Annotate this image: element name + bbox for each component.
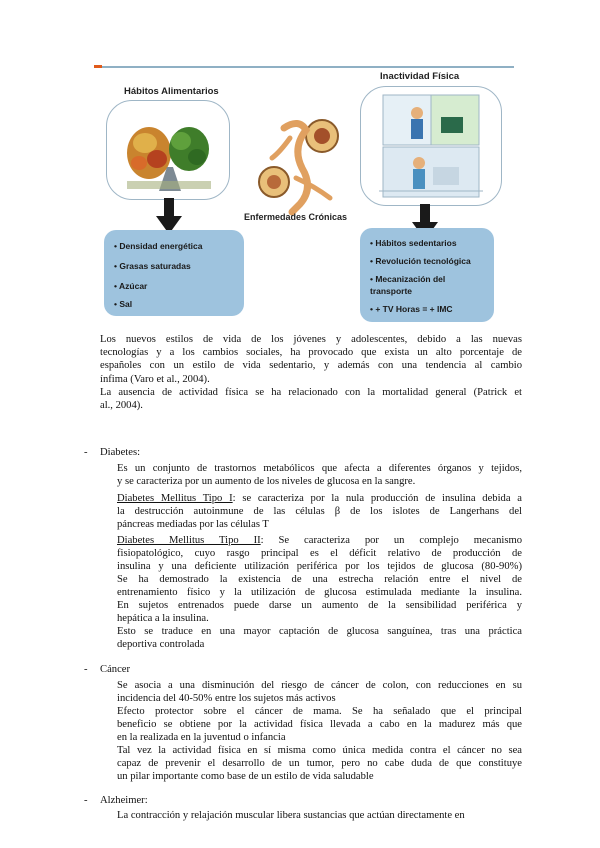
bullet-dash: -: [84, 795, 88, 806]
text-line: Se ha demostrado la existencia de una estrecha relación entre el nivel de: [117, 574, 522, 585]
chronic-disease-figure: [244, 108, 354, 218]
text-line: [117, 492, 522, 505]
text-line: la destrucción autoinmune de las células β de los islotes de Langerhans del: [117, 506, 522, 517]
diabetes-tipo2: [117, 534, 522, 651]
food-factor-item: • Azúcar: [114, 281, 148, 291]
text-line: entrenamiento físico y la utilización de glucosa estimulada mediante la insulina.: [117, 587, 522, 598]
text-line: en la realizada en la juventud o infancia: [117, 732, 286, 743]
text-line: fisiopatológico, cuyo rasgo principal es el déficit relativo de producción de: [117, 548, 522, 559]
inactivity-factor-item: • + TV Horas = + IMC: [370, 304, 453, 314]
inactivity-illustration: [361, 87, 501, 205]
diabetes-intro: [117, 462, 522, 488]
text-line: Efecto protector sobre el cáncer de mama. Se ha señalado que el principal: [117, 706, 522, 717]
text-line: La contracción y relajación muscular libera sustancias que actúan directamente en: [117, 810, 465, 821]
title-habitos-alimentarios: Hábitos Alimentarios: [124, 86, 219, 97]
text-line: páncreas mediadas por las células T: [117, 519, 269, 530]
text-line: Los nuevos estilos de vida de los jóvenes y adolescentes, debido a las nuevas: [100, 334, 522, 345]
intro-paragraph-2: [100, 386, 522, 412]
text-line: incidencia del 40-50% entre los sujetos más activos: [117, 693, 336, 704]
infographic-figure: [94, 64, 514, 326]
label-diabetes-tipo2: Diabetes Mellitus Tipo II: [117, 535, 261, 546]
text-line: La ausencia de actividad física se ha relacionado con la mortalidad general (Patrick et: [100, 387, 522, 398]
bullet-dash: -: [84, 447, 88, 458]
text-line: ínfima (Varo et al., 2004).: [100, 373, 210, 385]
alzheimer-block: [117, 809, 522, 822]
figure-top-rule: [94, 66, 514, 68]
text-line: Es un conjunto de trastornos metabólicos que afecta a diferentes órganos y tejidos,: [117, 463, 522, 474]
food-factor-item: • Grasas saturadas: [114, 261, 191, 271]
text-line: tecnologías y a los cambios sociales, ha provocado que exista un alto porcentaje de: [100, 347, 522, 359]
text-fragment: : Se caracteriza por un complejo mecanismo: [260, 535, 522, 546]
title-inactividad-fisica: Inactividad Física: [380, 71, 460, 82]
cancer-block: [117, 679, 522, 783]
inactivity-factor-item: • Revolución tecnológica: [370, 256, 471, 266]
food-factors-box: [104, 230, 244, 316]
food-factor-item: • Sal: [114, 299, 133, 309]
label-enfermedades-cronicas: Enfermedades Crónicas: [244, 212, 348, 222]
text-line: Esto se traduce en una mayor captación de glucosa sanguínea, tras una práctica: [117, 626, 522, 637]
text-line: deportiva controlada: [117, 639, 205, 650]
text-line: insulina y una deficiente utilización periférica por los tejidos de glucosa (80-90%): [117, 561, 522, 572]
text-line: un pilar importante como base de un estilo de vida saludable: [117, 771, 374, 782]
food-bubble: [106, 100, 230, 200]
text-line: capaz de prevenir el desarrollo de un tumor, pero no cabe duda de que constituye: [117, 758, 522, 769]
heading-diabetes: Diabetes:: [100, 447, 141, 458]
text-line: y se caracteriza por un aumento de los niveles de glucosa en la sangre.: [117, 476, 416, 487]
text-line: beneficio se obtiene por la actividad física llevada a cabo en la madurez más que: [117, 719, 522, 730]
text-line: hepática a la insulina.: [117, 613, 209, 624]
inactivity-factors-box: [360, 228, 494, 322]
figure-top-accent: [94, 65, 102, 68]
bullet-dash: -: [84, 664, 88, 675]
text-fragment: : se caracteriza por la nula producción de insulina debida a: [232, 493, 522, 504]
label-diabetes-tipo1: Diabetes Mellitus Tipo I: [117, 493, 233, 504]
inactivity-factor-item: • Mecanización del: [370, 274, 446, 284]
inactivity-factor-item: transporte: [370, 286, 413, 296]
text-line: Se asocia a una disminución del riesgo de cáncer de colon, con reducciones en su: [117, 680, 522, 691]
text-line: Tal vez la actividad física en sí misma como única medida contra el cáncer no sea: [117, 745, 522, 756]
intro-paragraph-1: [100, 333, 522, 386]
text-line: En sujetos entrenados puede darse un aumento de la sensibilidad periférica y: [117, 600, 522, 611]
text-line: [117, 534, 522, 547]
inactivity-bubble: [360, 86, 502, 206]
diabetes-tipo1: [117, 492, 522, 531]
inactivity-factor-item: • Hábitos sedentarios: [370, 238, 457, 248]
heading-cancer: Cáncer: [100, 664, 130, 675]
food-factor-item: • Densidad energética: [114, 241, 203, 251]
food-illustration: [107, 101, 229, 199]
text-line: españoles con un estilo de vida sedentario, y además con una tendencia al cambio: [100, 360, 522, 372]
heading-alzheimer: Alzheimer:: [100, 795, 148, 806]
text-line: al., 2004).: [100, 400, 143, 412]
